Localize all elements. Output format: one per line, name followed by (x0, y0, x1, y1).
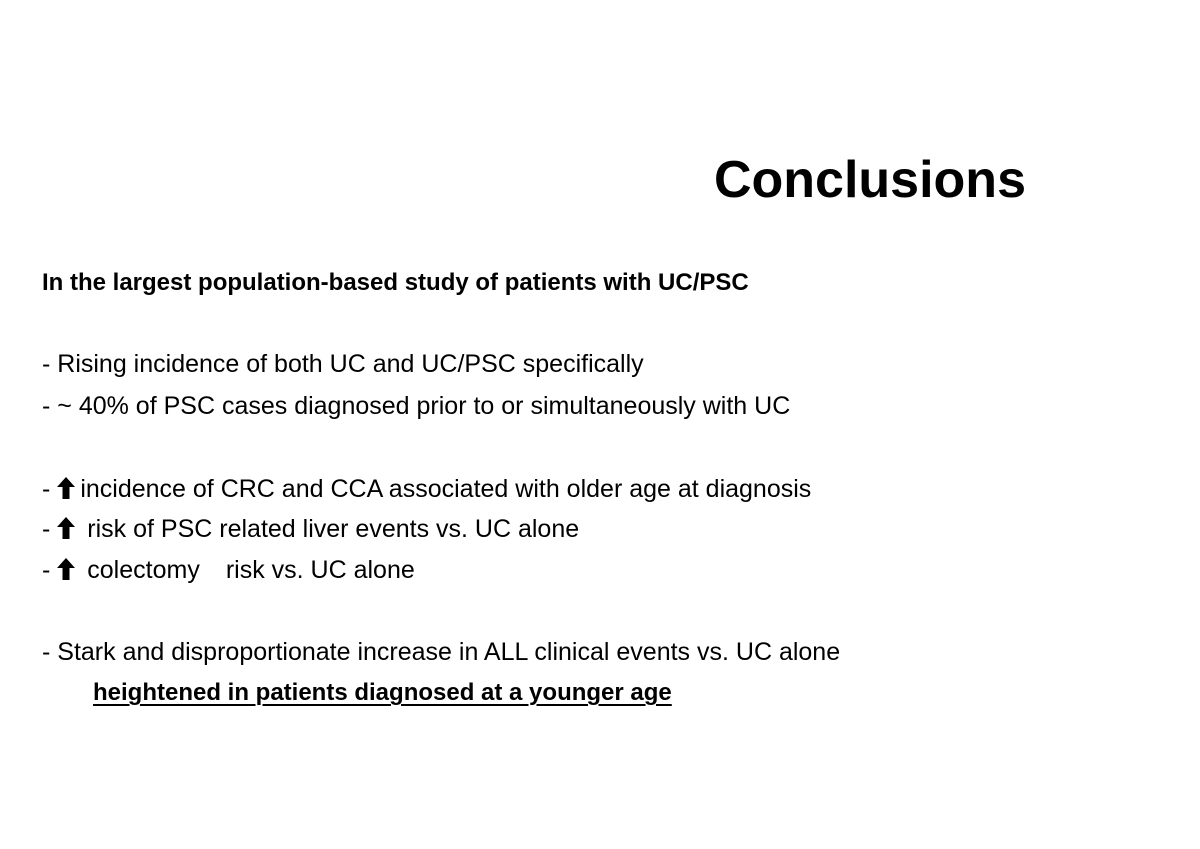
bullet-crc-cca-text: incidence of CRC and CCA associated with older age at diagnosis (80, 475, 812, 503)
bullet-dash: - (42, 556, 51, 584)
bullet-stark-increase: - Stark and disproportionate increase in ALL clinical events vs. UC alone (42, 638, 841, 666)
bullet-crc-cca (42, 472, 811, 509)
arrow-up-icon (56, 556, 76, 590)
bullet-liver-events-text: risk of PSC related liver events vs. UC alone (87, 515, 580, 543)
arrow-up-icon (56, 475, 76, 509)
bullet-rising-incidence: - Rising incidence of both UC and UC/PSC specifically (42, 350, 644, 378)
bullet-colectomy (42, 553, 415, 590)
bullet-liver-events (42, 512, 579, 549)
arrow-up-icon (56, 515, 76, 549)
emphasis-younger-age: heightened in patients diagnosed at a younger age (93, 679, 672, 706)
bullet-colectomy-text-b: risk vs. UC alone (225, 556, 415, 584)
slide-title: Conclusions (713, 151, 1026, 209)
bullet-dash: - (42, 475, 51, 503)
bullet-dash: - (42, 515, 51, 543)
bullet-psc-prior: - ~ 40% of PSC cases diagnosed prior to or simultaneously with UC (42, 392, 791, 420)
bullet-colectomy-text-a: colectomy (87, 556, 200, 584)
intro-statement: In the largest population-based study of patients with UC/PSC (42, 269, 749, 296)
